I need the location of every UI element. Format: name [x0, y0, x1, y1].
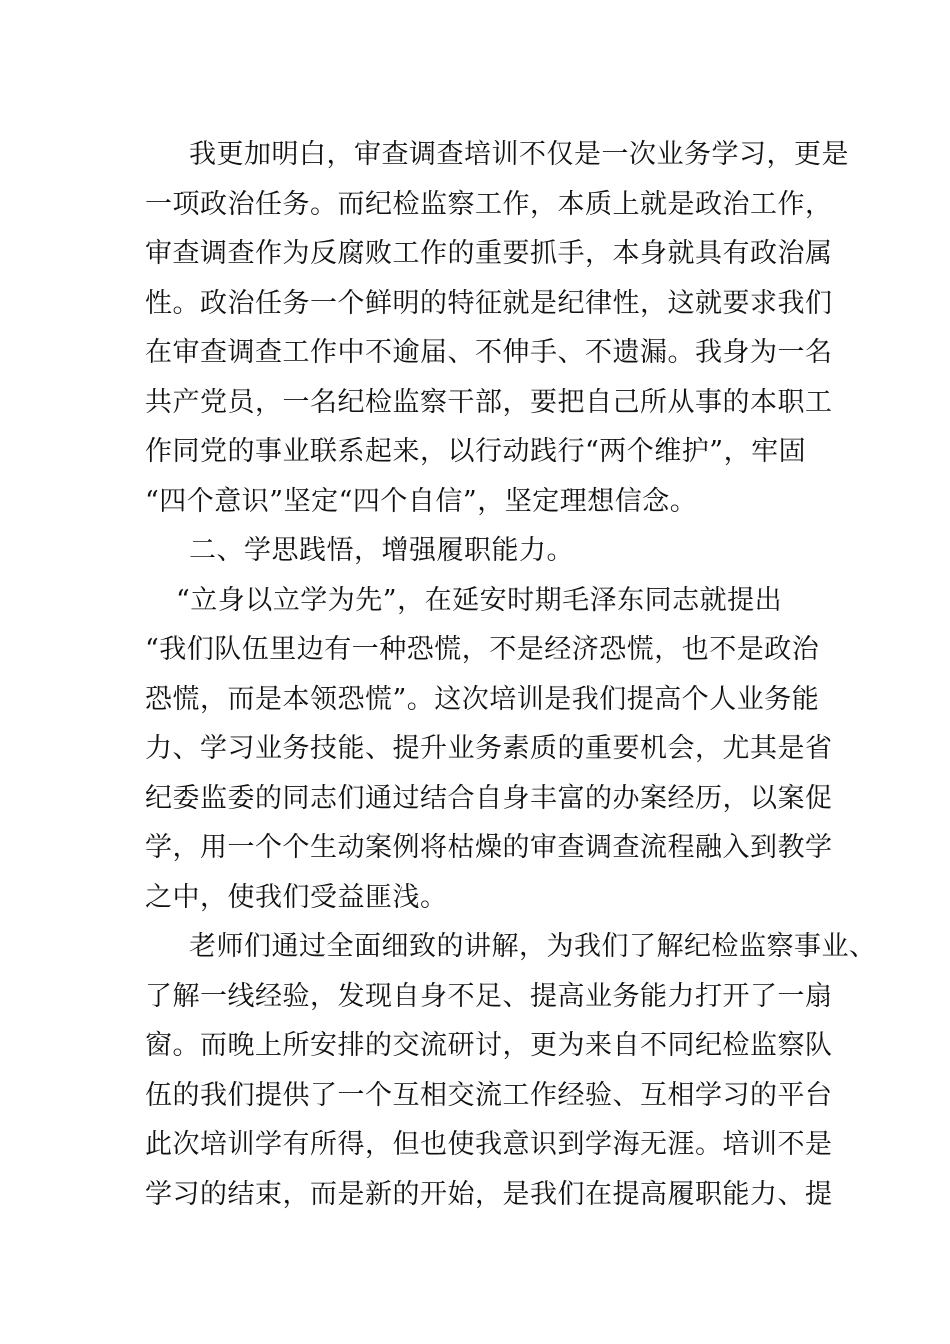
paragraph-line: 此次培训学有所得，但也使我意识到学海无涯。培训不是 [145, 1129, 833, 1160]
paragraph-line: “立身以立学为先”，在延安时期毛泽东同志就提出 [176, 584, 783, 616]
paragraph-line: 恐慌，而是本领恐慌”。这次培训是我们提高个人业务能 [145, 683, 820, 715]
paragraph-line: 学习的结束，而是新的开始，是我们在提高履职能力、提 [145, 1178, 833, 1210]
paragraph-line: 性。政治任务一个鲜明的特征就是纪律性，这就要求我们 [145, 287, 833, 319]
section-heading: 二、学思践悟，增强履职能力。 [189, 535, 574, 566]
paragraph-line: 共产党员，一名纪检监察干部，要把自己所从事的本职工 [145, 386, 833, 418]
paragraph-line: 审查调查作为反腐败工作的重要抓手，本身就具有政治属 [145, 238, 833, 269]
paragraph-line: 作同党的事业联系起来，以行动践行“两个维护”，牢固 [145, 436, 807, 467]
document-body [145, 130, 877, 1219]
paragraph-line: 伍的我们提供了一个互相交流工作经验、互相学习的平台 [145, 1079, 833, 1111]
paragraph-line: 窗。而晚上所安排的交流研讨，更为来自不同纪检监察队 [145, 1030, 833, 1061]
paragraph-line: 之中，使我们受益匪浅。 [145, 881, 448, 913]
paragraph-line: “我们队伍里边有一种恐慌，不是经济恐慌，也不是政治 [145, 634, 820, 665]
paragraph-line: 学，用一个个生动案例将枯燥的审查调查流程融入到教学 [145, 832, 833, 863]
paragraph-line: 了解一线经验，发现自身不足、提高业务能力打开了一扇 [145, 980, 833, 1012]
paragraph-line: 在审查调查工作中不逾届、不伸手、不遗漏。我身为一名 [145, 337, 833, 368]
paragraph-line: 纪委监委的同志们通过结合自身丰富的办案经历，以案促 [145, 782, 833, 814]
paragraph-line: 我更加明白，审查调查培训不仅是一次业务学习，更是 [189, 139, 849, 170]
paragraph-line: 老师们通过全面细致的讲解，为我们了解纪检监察事业、 [189, 931, 877, 962]
paragraph-line: “四个意识”坚定“四个自信”，坚定理想信念。 [145, 485, 698, 517]
paragraph-line: 一项政治任务。而纪检监察工作，本质上就是政治工作， [145, 188, 833, 220]
paragraph-line: 力、学习业务技能、提升业务素质的重要机会，尤其是省 [145, 733, 833, 764]
